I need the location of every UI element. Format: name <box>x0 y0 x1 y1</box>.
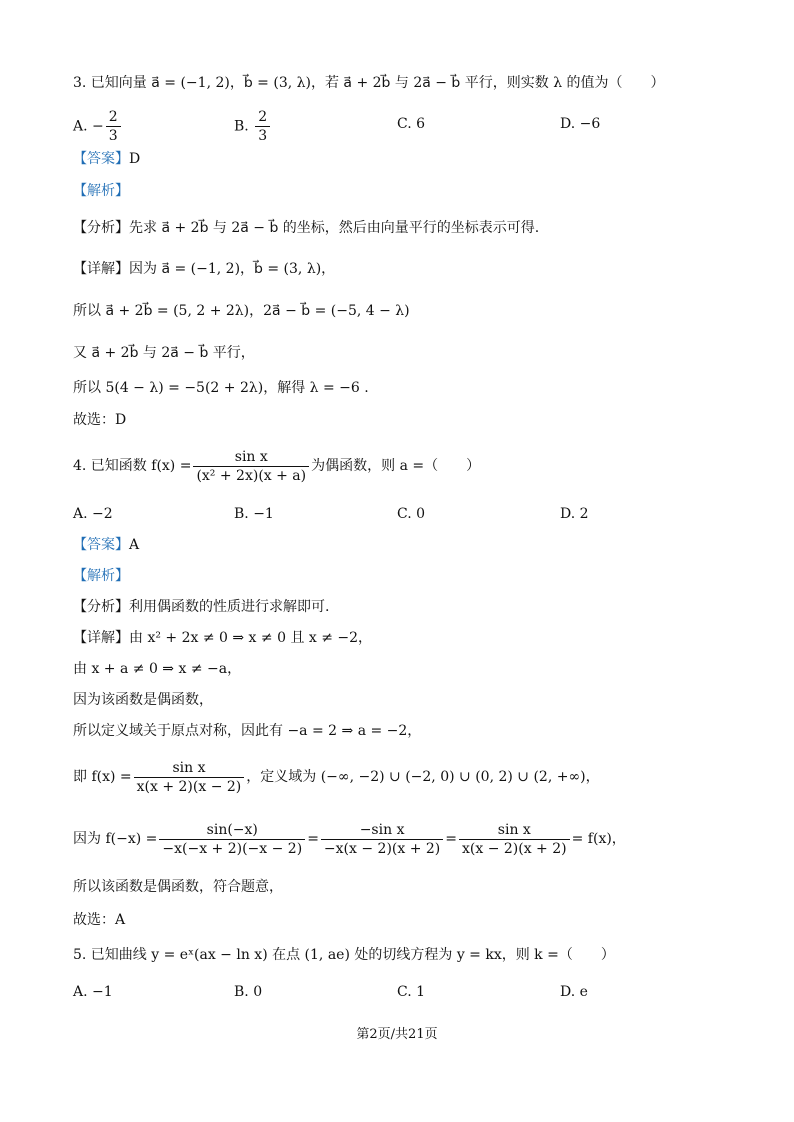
q5-option-a: A. −1 <box>73 984 113 1000</box>
q3-answer: 【答案】D <box>73 151 141 167</box>
q4-detail-6-fraction-1: $\frac{\sin(-x)}{-x(-x + 2)(-x - 2)}$ <box>159 821 305 858</box>
q4-analysis-tag: 【解析】 <box>73 568 129 584</box>
q5-stem: 5. 已知曲线 y = eˣ(ax − ln x) 在点 (1, ae) 处的切线方程为 y = kx，则 k =（ ） <box>73 947 615 963</box>
q3-option-a-fraction: $\frac{2}{3}$ <box>106 108 121 145</box>
q3-choose: 故选：D <box>73 412 127 428</box>
q4-detail-2: 由 x + a ≠ 0 ⇒ x ≠ −a， <box>73 661 242 677</box>
q4-option-a: A. −2 <box>73 506 113 522</box>
q4-answer: 【答案】A <box>73 537 140 553</box>
q3-option-c: C. 6 <box>397 116 426 132</box>
q4-detail-6-fraction-3: $\frac{\text{sin x}}{x(x - 2)(x + 2)}$ <box>459 821 570 858</box>
q4-option-d: D. 2 <box>560 506 589 522</box>
q4-choose: 故选：A <box>73 912 126 928</box>
q5-option-c: C. 1 <box>397 984 426 1000</box>
q4-option-c: C. 0 <box>397 506 426 522</box>
q5-option-d: D. e <box>560 984 588 1000</box>
q3-option-b: B. $\frac{2}{3}$ <box>234 108 272 145</box>
q4-detail-4: 所以定义域关于原点对称，因此有 −a = 2 ⇒ a = −2， <box>73 723 422 739</box>
q3-option-d: D. −6 <box>560 116 601 132</box>
q3-option-a: A. − $\frac{2}{3}$ <box>73 108 123 145</box>
q3-detail-3: 又 a⃗ + 2b⃗ 与 2a⃗ − b⃗ 平行， <box>73 345 255 361</box>
q3-analysis-tag: 【解析】 <box>73 183 129 199</box>
q3-fenxi: 【分析】先求 a⃗ + 2b⃗ 与 2a⃗ − b⃗ 的坐标，然后由向量平行的坐标表示可得. <box>73 220 540 236</box>
q4-detail-6: 因为 f(−x) = $\frac{\sin(-x)}{-x(-x + 2)(-x - 2)}$ = $\frac{\text{−sin x}}{-x(x - 2)(x + 2)}$ = $\frac{\text{sin x}}{x(x - 2)(x + 2)}$ = f(x)， <box>73 821 626 857</box>
q4-option-b: B. −1 <box>234 506 274 522</box>
q4-fenxi: 【分析】利用偶函数的性质进行求解即可. <box>73 599 330 615</box>
q4-detail-3: 因为该函数是偶函数， <box>73 692 213 708</box>
q3-option-b-fraction: $\frac{2}{3}$ <box>255 108 270 145</box>
q4-stem-fraction: $\frac{\text{sin x}}{\text{(x² + 2x)(x + a)}}$ <box>193 448 309 485</box>
q4-detail-5-fraction: $\frac{\text{sin x}}{x(x + 2)(x - 2)}$ <box>134 759 245 796</box>
q4-detail-7: 所以该函数是偶函数，符合题意， <box>73 879 283 895</box>
q4-detail-5: 即 f(x) = $\frac{\text{sin x}}{x(x + 2)(x - 2)}$ ，定义域为 (−∞, −2) ∪ (−2, 0) ∪ (0, 2) ∪ (2, +∞)， <box>73 759 600 795</box>
page-number: 第2页/共21页 <box>356 1027 438 1042</box>
q3-detail-2: 所以 a⃗ + 2b⃗ = (5, 2 + 2λ)，2a⃗ − b⃗ = (−5, 4 − λ) <box>73 303 410 319</box>
q5-option-b: B. 0 <box>234 984 263 1000</box>
q4-detail-6-fraction-2: $\frac{\text{−sin x}}{-x(x - 2)(x + 2)}$ <box>321 821 443 858</box>
q3-detail-1: 【详解】因为 a⃗ = (−1, 2)，b⃗ = (3, λ)， <box>73 261 336 277</box>
q4-detail-1: 【详解】由 x² + 2x ≠ 0 ⇒ x ≠ 0 且 x ≠ −2， <box>73 630 373 646</box>
q3-stem: 3. 已知向量 a⃗ = (−1, 2)，b⃗ = (3, λ)，若 a⃗ + 2b⃗ 与 2a⃗ − b⃗ 平行，则实数 λ 的值为（ ） <box>73 75 665 91</box>
q4-stem: 4. 已知函数 f(x) = $\frac{\text{sin x}}{\text{(x² + 2x)(x + a)}}$ 为偶函数，则 a =（ ） <box>73 448 481 484</box>
q3-detail-4: 所以 5(4 − λ) = −5(2 + 2λ)，解得 λ = −6 . <box>73 380 369 396</box>
